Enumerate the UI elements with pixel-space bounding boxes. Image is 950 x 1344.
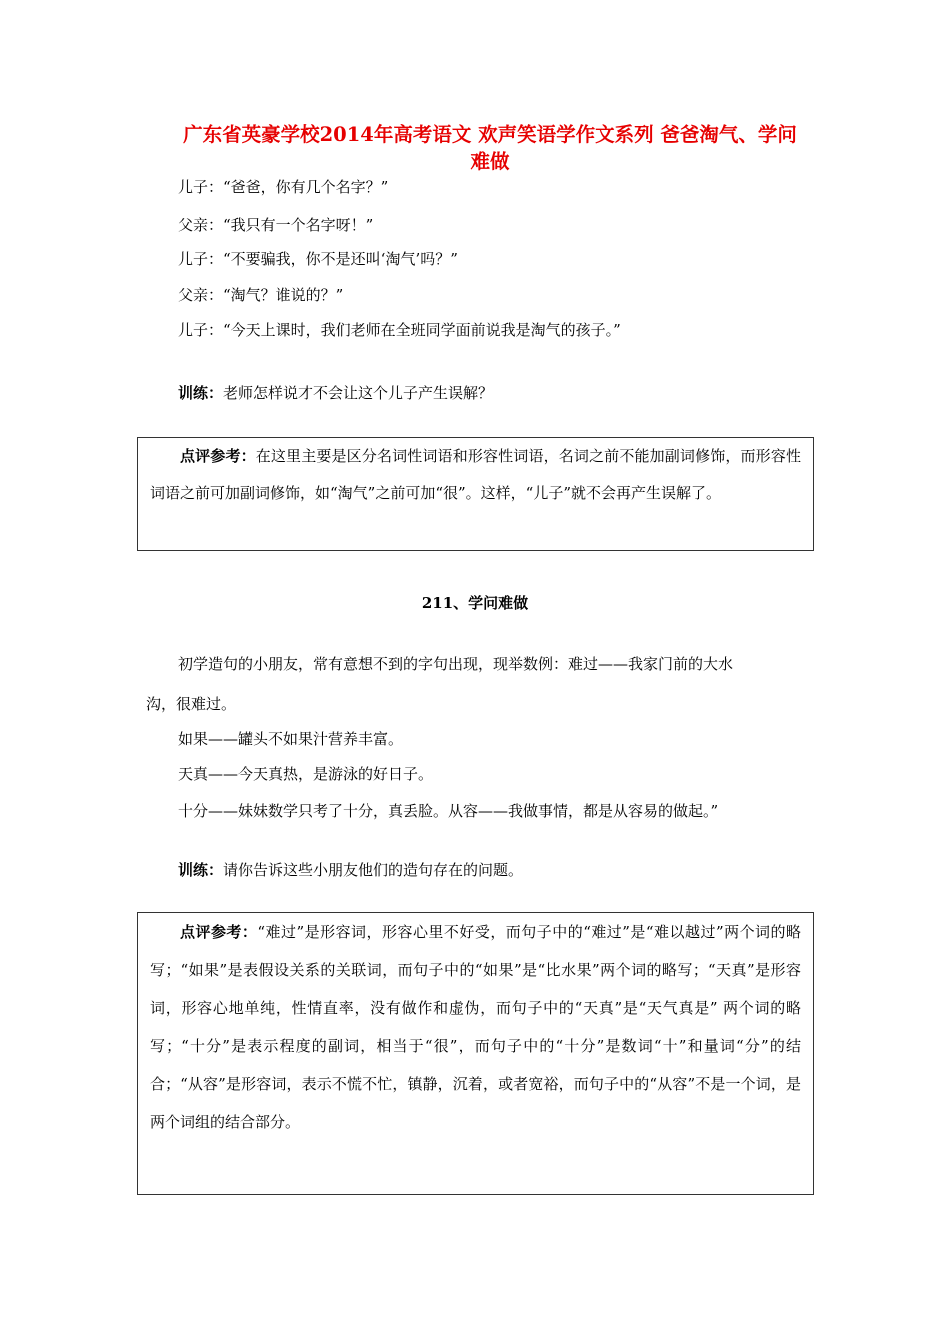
comment-2-paragraph: [150, 913, 801, 1141]
exercise-text: 请你告诉这些小朋友他们的造句存在的问题。: [223, 861, 524, 879]
section-heading: 211、学问难做: [421, 594, 529, 612]
dialogue-line: 儿子：“爸爸，你有几个名字？”: [178, 178, 389, 196]
comment-box-1: [137, 437, 814, 551]
exercise-1: [178, 383, 493, 403]
comment-text: 在这里主要是区分名词性词语和形容性词语，名词之前不能加副词修饰，而形容性词语之前可加副词修饰，如“淘气”之前可加“很”。这样，“儿子”就不会再产生误解了。: [150, 447, 801, 502]
exercise-label: 训练：: [178, 384, 224, 402]
exercise-text: 老师怎样说才不会让这个儿子产生误解？: [223, 384, 494, 402]
exercise-2: [178, 860, 523, 880]
comment-label: 点评参考：: [180, 447, 256, 465]
comment-label: 点评参考：: [180, 923, 258, 941]
paragraph-line: 天真——今天真热，是游泳的好日子。: [178, 765, 434, 783]
dialogue-line: 儿子：“今天上课时，我们老师在全班同学面前说我是淘气的孩子。”: [178, 321, 621, 339]
dialogue-line: 儿子：“不要骗我，你不是还叫‘淘气’吗？”: [178, 250, 458, 268]
comment-text: “难过”是形容词，形容心里不好受，而句子中的“难过”是“难以越过”两个词的略写；“如果”是表假设关系的关联词，而句子中的“如果”是“比水果”两个词的略写；“天真”是形容词，形容心地单纯，性情直率，没有做作和虚伪，而句子中的“天真”是“天气真是” 两个词的略写；“十分”是表示程度的副词，相当于“很”，而句子中的“十分”是数词“十”和量词“分”的结合；“从容”是形容词，表示不慌不忙，镇静，沉着，或者宽裕，而句子中的“从容”不是一个词，是两个词组的结合部分。: [150, 923, 801, 1131]
paragraph-line: 如果——罐头不如果汁营养丰富。: [178, 730, 404, 748]
paragraph-line: 初学造句的小朋友，常有意想不到的字句出现，现举数例：难过——我家门前的大水: [178, 655, 734, 673]
dialogue-line: 父亲：“我只有一个名字呀！”: [178, 216, 374, 234]
dialogue-line: 父亲：“淘气？谁说的？”: [178, 286, 344, 304]
paragraph-line: 十分——妹妹数学只考了十分，真丢脸。从容——我做事情，都是从容易的做起。”: [178, 802, 719, 820]
paragraph-line: 沟，很难过。: [146, 695, 237, 713]
comment-1-paragraph: [150, 438, 801, 512]
comment-box-2: [137, 912, 814, 1195]
page-title: 广东省英豪学校2014年高考语文 欢声笑语学作文系列 爸爸淘气、学问难做: [183, 123, 797, 173]
exercise-label: 训练：: [178, 861, 224, 879]
